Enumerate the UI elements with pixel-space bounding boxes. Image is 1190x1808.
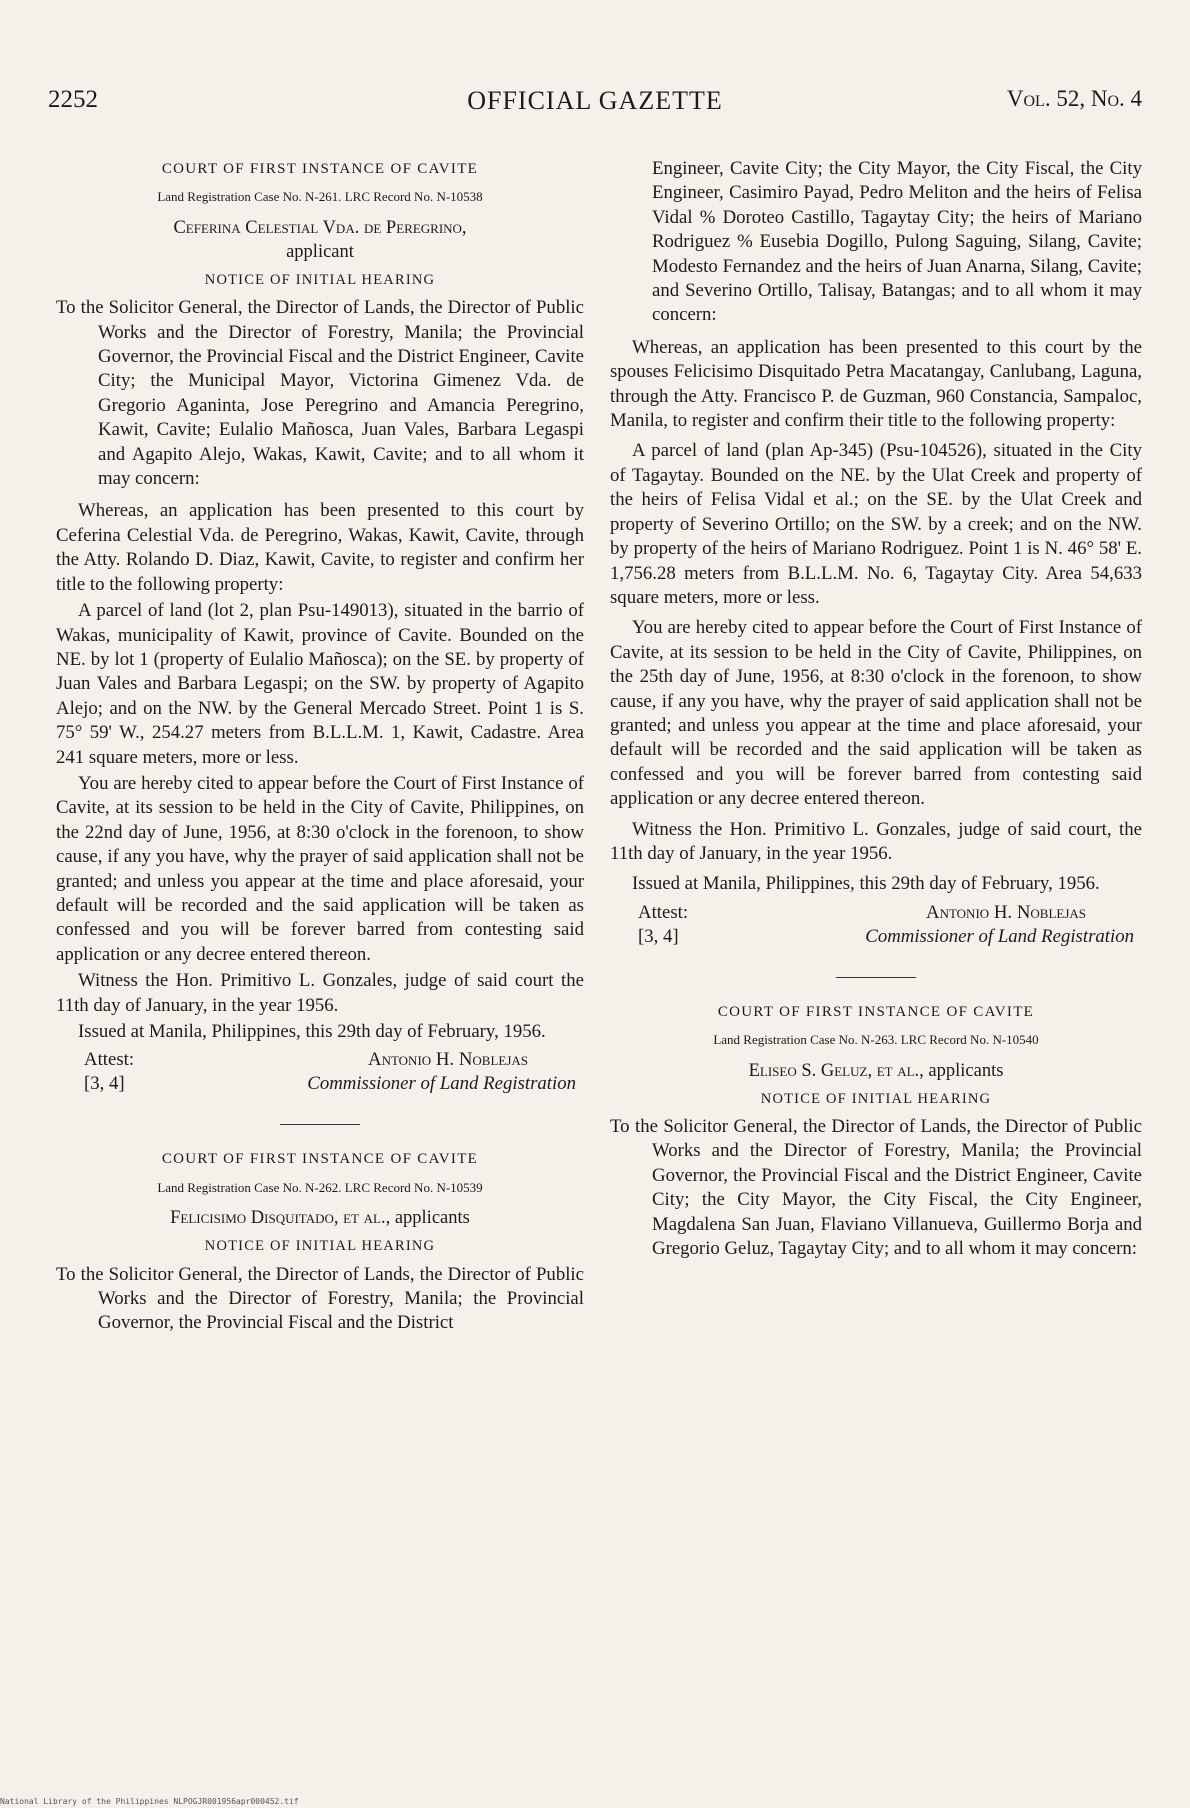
attest-label: Attest: (638, 901, 689, 923)
issued-paragraph: Issued at Manila, Philippines, this 29th day of February, 1956. (632, 873, 1100, 895)
addressees: To the Solicitor General, the Director of Lands, the Director of Public Works and the Director of Forestry, Manila; the Provincial Governor, the Provincial Fiscal and the District Engineer, Cavite City; the City Mayor, the City Fiscal, the City Engineer, Magdalena San Juan, Flaviano Villanueva, Guillermo Borja and Gregorio Geluz, Tagaytay City; and to all whom it may concern: (610, 1116, 1142, 1260)
applicant-name: Felicisimo Disquitado, et al., (170, 1208, 391, 1229)
court-heading: COURT OF FIRST INSTANCE OF CAVITE (161, 161, 479, 177)
court-heading: COURT OF FIRST INSTANCE OF CAVITE (717, 1003, 1035, 1020)
witness-paragraph: Witness the Hon. Primitivo L. Gonzales, judge of said court the 11th day of January, in the year 1956. (56, 970, 584, 1016)
whereas-paragraph: Whereas, an application has been presented to this court by the spouses Felicisimo Disquitado Petra Macatangay, Canlubang, Laguna, through the Atty. Francisco P. de Guzman, 960 Constancia, Sampaloc, Manila, to register and confirm their title to the following property: (610, 336, 1142, 432)
applicant-line (610, 1059, 1142, 1083)
left-column (56, 157, 584, 1344)
applicant-name (56, 216, 584, 240)
case-number: Land Registration Case No. N-262. LRC Record No. N-10539 (157, 1179, 483, 1195)
applicant-label: applicant (286, 241, 354, 262)
notice-title: NOTICE OF INITIAL HEARING (204, 271, 436, 288)
page-header (48, 86, 1142, 126)
section-divider (280, 1124, 360, 1125)
witness-paragraph: Witness the Hon. Primitivo L. Gonzales, judge of said court, the 11th day of January, in the year 1956. (610, 818, 1142, 864)
notice-title: NOTICE OF INITIAL HEARING (204, 1238, 436, 1255)
case-number: Land Registration Case No. N-261. LRC Record No. N-10538 (157, 189, 483, 205)
notice-1 (56, 157, 584, 1098)
issue-reference: [3, 4] (638, 925, 679, 947)
case-number: Land Registration Case No. N-263. LRC Record No. N-10540 (713, 1032, 1039, 1048)
attestation-block (610, 901, 1142, 951)
scan-footer: National Library of the Philippines NLPOGJR001956apr000452.tif (0, 1797, 299, 1806)
applicant-label: applicants (928, 1060, 1004, 1081)
court-heading: COURT OF FIRST INSTANCE OF CAVITE (161, 1151, 479, 1168)
attestation-block (56, 1048, 584, 1098)
signatory-role: Commissioner of Land Registration (865, 925, 1134, 947)
citation-paragraph: You are hereby cited to appear before the Court of First Instance of Cavite, at its session to be held in the City of Cavite, Philippines, on the 25th day of June, 1956, at 8:30 o'clock in the forenoon, to show cause, if any you have, why the prayer of said application shall not be granted; and unless you appear at the time and place aforesaid, your default will be recorded and the said application will be taken as confessed and you will be forever barred from contesting said application or any decree entered thereon. (610, 617, 1142, 810)
whereas-paragraph: Whereas, an application has been presented to this court by Ceferina Celestial Vda. de Peregrino, Wakas, Kawit, Cavite, through the Atty. Rolando D. Diaz, Kawit, Cavite, to register and confirm her title to the following property: (56, 500, 584, 595)
addressees: To the Solicitor General, the Director of Lands, the Director of Public Works and the Director of Forestry, Manila; the Provincial Governor, the Provincial Fiscal and the District (56, 1263, 584, 1334)
issue-reference: [3, 4] (84, 1073, 125, 1095)
applicant-label: applicants (394, 1208, 470, 1229)
addressees: To the Solicitor General, the Director of Lands, the Director of Public Works and the Director of Forestry, Manila; the Provincial Governor, the Provincial Fiscal and the District Engineer, Cavite City; the Municipal Mayor, Victorina Gimenez Vda. de Gregorio Aganinta, Jose Peregrino and Amancia Peregrino, Kawit, Cavite; Eulalio Mañosca, Juan Vales, Barbara Legaspi and Agapito Alejo, Wakas, Kawit, Cavite; and to all whom it may concern: (56, 297, 584, 490)
section-divider (836, 977, 916, 978)
attest-label: Attest: (84, 1049, 135, 1071)
notice-title: NOTICE OF INITIAL HEARING (760, 1090, 992, 1107)
applicant-line (56, 1206, 584, 1230)
applicant-name-text: Ceferina Celestial Vda. de Peregrino, (173, 217, 467, 238)
page-number: 2252 (48, 86, 98, 113)
citation-paragraph: You are hereby cited to appear before the Court of First Instance of Cavite, at its session to be held in the City of Cavite, Philippines, on the 22nd day of June, 1956, at 8:30 o'clock in the forenoon, to show cause, if any you have, why the prayer of said application shall not be granted; and unless you appear at the time and place aforesaid, your default will be recorded and the said application will be taken as confessed and you will be forever barred from contesting said application or any decree entered thereon. (56, 772, 584, 965)
applicant-name: Eliseo S. Geluz, et al., (748, 1060, 924, 1081)
notice-3 (610, 1000, 1142, 1262)
signatory-role: Commissioner of Land Registration (307, 1073, 576, 1095)
signatory-name: Antonio H. Noblejas (926, 901, 1086, 923)
right-column (610, 157, 1142, 1269)
addressees-continued: Engineer, Cavite City; the City Mayor, the City Fiscal, the City Engineer, Casimiro Payad, Pedro Meliton and the heirs of Felisa Vidal % Doroteo Castillo, Tagaytay City; the heirs of Mariano Rodriguez % Eusebia Dogillo, Pulong Saguing, Silang, Cavite; Modesto Fernandez and the heirs of Juan Anarna, Silang, Cavite; and Severino Ortillo, Talisay, Batangas; and to all whom it may concern: (652, 158, 1142, 326)
notice-2-start (56, 1147, 584, 1335)
issued-paragraph: Issued at Manila, Philippines, this 29th day of February, 1956. (78, 1021, 546, 1042)
signatory-name: Antonio H. Noblejas (368, 1049, 528, 1071)
parcel-description: A parcel of land (lot 2, plan Psu-149013), situated in the barrio of Wakas, municipality of Kawit, province of Cavite. Bounded on the NE. by lot 1 (property of Eulalio Mañosca); on the SE. by property of Juan Vales and Barbara Legaspi; on the SW. by property of Agapito Alejo; and on the NW. by the General Mercado Street. Point 1 is S. 75° 59' W., 254.27 meters from B.L.L.M. 1, Kawit, Cadastre. Area 241 square meters, more or less. (56, 600, 584, 768)
parcel-description: A parcel of land (plan Ap-345) (Psu-104526), situated in the City of Tagaytay. Bounded on the NE. by the Ulat Creek and property of the heirs of Felisa Vidal et al.; on the SE. by the Ulat Creek and property of Severino Ortillo; on the SW. by a creek; and on the NW. by property of the heirs of Mariano Rodriguez. Point 1 is N. 46° 58' E. 1,756.28 meters from B.L.L.M. No. 6, Tagaytay City. Area 54,633 square meters, more or less. (610, 440, 1142, 608)
publication-title: OFFICIAL GAZETTE (467, 86, 723, 115)
volume-number: Vol. 52, No. 4 (1006, 86, 1142, 111)
notice-2-continued (610, 157, 1142, 951)
